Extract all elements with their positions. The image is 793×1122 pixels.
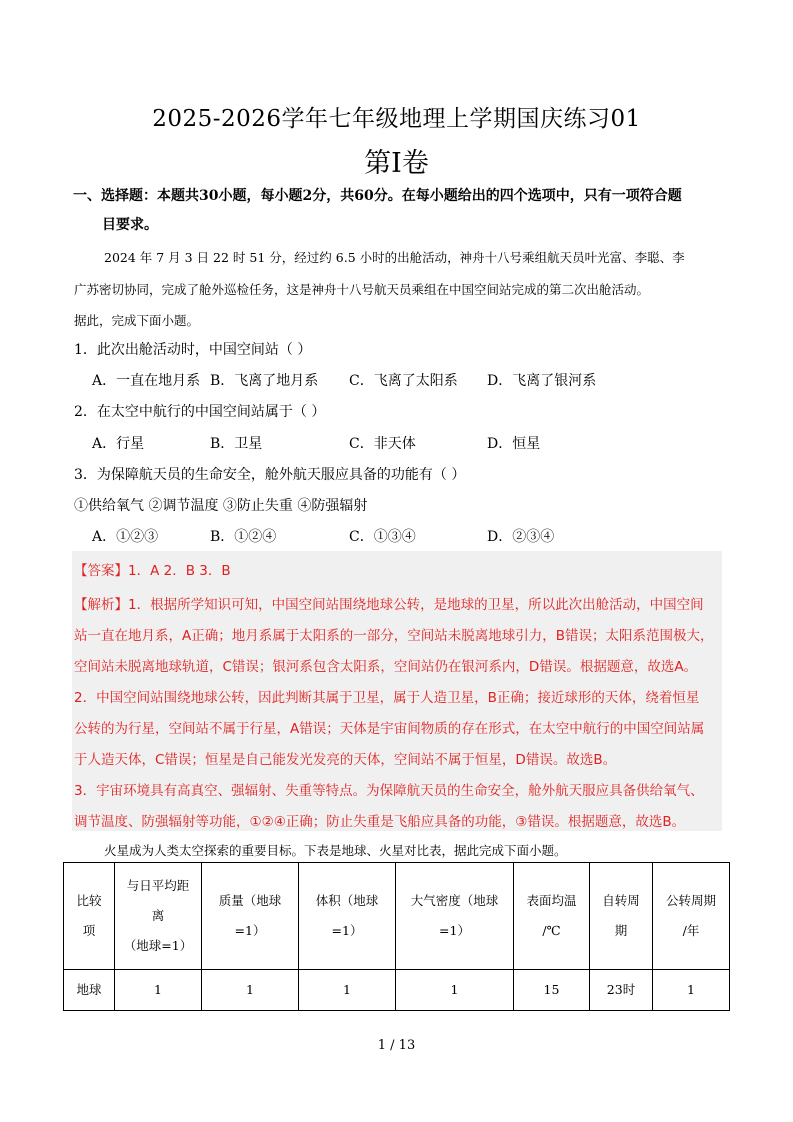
- option: B．飞离了地月系: [210, 373, 319, 389]
- analysis-line: 空间站未脱离地球轨道，C错误；银河系包含太阳系，空间站仍在银河系内，D错误。根据题意，故选A。: [74, 659, 698, 675]
- page-number: 1 / 13: [377, 1038, 416, 1053]
- option: D．②③④: [487, 529, 555, 545]
- header-cell: 比较 项: [64, 863, 115, 970]
- question-items: ①供给氧气 ②调节温度 ③防止失重 ④防强辐射: [74, 498, 368, 514]
- option: A．①②③: [92, 529, 159, 545]
- header-cell: 质量（地球 =1）: [202, 863, 299, 970]
- answer-line: 【答案】1．A 2．B 3．B: [74, 563, 231, 579]
- analysis-line: 调节温度、防强辐射等功能，①②④正确；防止失重是飞船应具备的功能，③错误。根据题意，故选B。: [74, 814, 686, 830]
- comparison-table: [63, 862, 730, 1011]
- analysis-line: 于人造天体，C错误；恒星是自己能发光发亮的天体，空间站不属于恒星，D错误。故选B。: [74, 752, 617, 768]
- header-cell: 公转周期 /年: [653, 863, 730, 970]
- header-cell: 大气密度（地球 =1）: [396, 863, 514, 970]
- table-cell: 1: [202, 970, 299, 1011]
- option: A．行星: [92, 436, 145, 452]
- passage-line: 广苏密切协同，完成了舱外巡检任务，这是神舟十八号航天员乘组在中国空间站完成的第二次出舱活动。: [74, 282, 650, 297]
- option: C．飞离了太阳系: [349, 373, 458, 389]
- table-cell: 1: [299, 970, 396, 1011]
- question-stem: 2．在太空中航行的中国空间站属于（ ）: [74, 404, 326, 420]
- option: D．恒星: [487, 436, 541, 452]
- header-cell: 体积（地球 =1）: [299, 863, 396, 970]
- section-heading: 一、选择题：本题共30小题，每小题2分，共60分。在每小题给出的四个选项中，只有一项符合题: [73, 188, 682, 204]
- option: C．①③④: [349, 529, 416, 545]
- passage-line: 据此，完成下面小题。: [74, 313, 200, 328]
- table-cell: 1: [396, 970, 514, 1011]
- table-cell: 1: [653, 970, 730, 1011]
- header-cell: 自转周 期: [590, 863, 653, 970]
- passage-line: 2024 年 7 月 3 日 22 时 51 分，经过约 6.5 小时的出舱活动，神舟十八号乘组航天员叶光富、李聪、李: [104, 250, 685, 265]
- table-cell: 15: [514, 970, 590, 1011]
- table-row: [64, 970, 730, 1011]
- analysis-line: 3．宇宙环境具有高真空、强辐射、失重等特点。为保障航天员的生命安全，舱外航天服应具备供给氧气、: [74, 783, 704, 799]
- table-cell: 1: [115, 970, 202, 1011]
- volume-heading: 第I卷: [364, 148, 429, 179]
- passage-line: 火星成为人类太空探索的重要目标。下表是地球、火星对比表，据此完成下面小题。: [104, 843, 567, 858]
- header-cell: 与日平均距 离 （地球=1）: [115, 863, 202, 970]
- table-cell: 地球: [64, 970, 115, 1011]
- table-cell: 23时: [590, 970, 653, 1011]
- table-header-row: [64, 863, 730, 970]
- question-stem: 1．此次出舱活动时，中国空间站（ ）: [74, 342, 312, 358]
- option: B．①②④: [210, 529, 277, 545]
- analysis-line: 2．中国空间站围绕地球公转，因此判断其属于卫星，属于人造卫星，B正确；接近球形的天体，绕着恒星: [74, 690, 700, 706]
- option: D．飞离了银河系: [487, 373, 597, 389]
- page-title: 2025-2026学年七年级地理上学期国庆练习01: [152, 106, 641, 132]
- option: B．卫星: [210, 436, 263, 452]
- analysis-line: 站一直在地月系，A正确；地月系属于太阳系的一部分，空间站未脱离地球引力，B错误；太阳系范围极大，: [74, 628, 714, 644]
- option: A．一直在地月系: [92, 373, 201, 389]
- analysis-line: 【解析】1．根据所学知识可知，中国空间站围绕地球公转，是地球的卫星，所以此次出舱活动，中国空间: [74, 597, 704, 613]
- analysis-line: 公转的为行星，空间站不属于行星，A错误；天体是宇宙间物质的存在形式，在太空中航行的中国空间站属: [74, 721, 705, 737]
- header-cell: 表面均温 /℃: [514, 863, 590, 970]
- option: C．非天体: [349, 436, 416, 452]
- question-stem: 3．为保障航天员的生命安全，舱外航天服应具备的功能有（ ）: [74, 467, 466, 483]
- section-heading-cont: 目要求。: [102, 217, 158, 233]
